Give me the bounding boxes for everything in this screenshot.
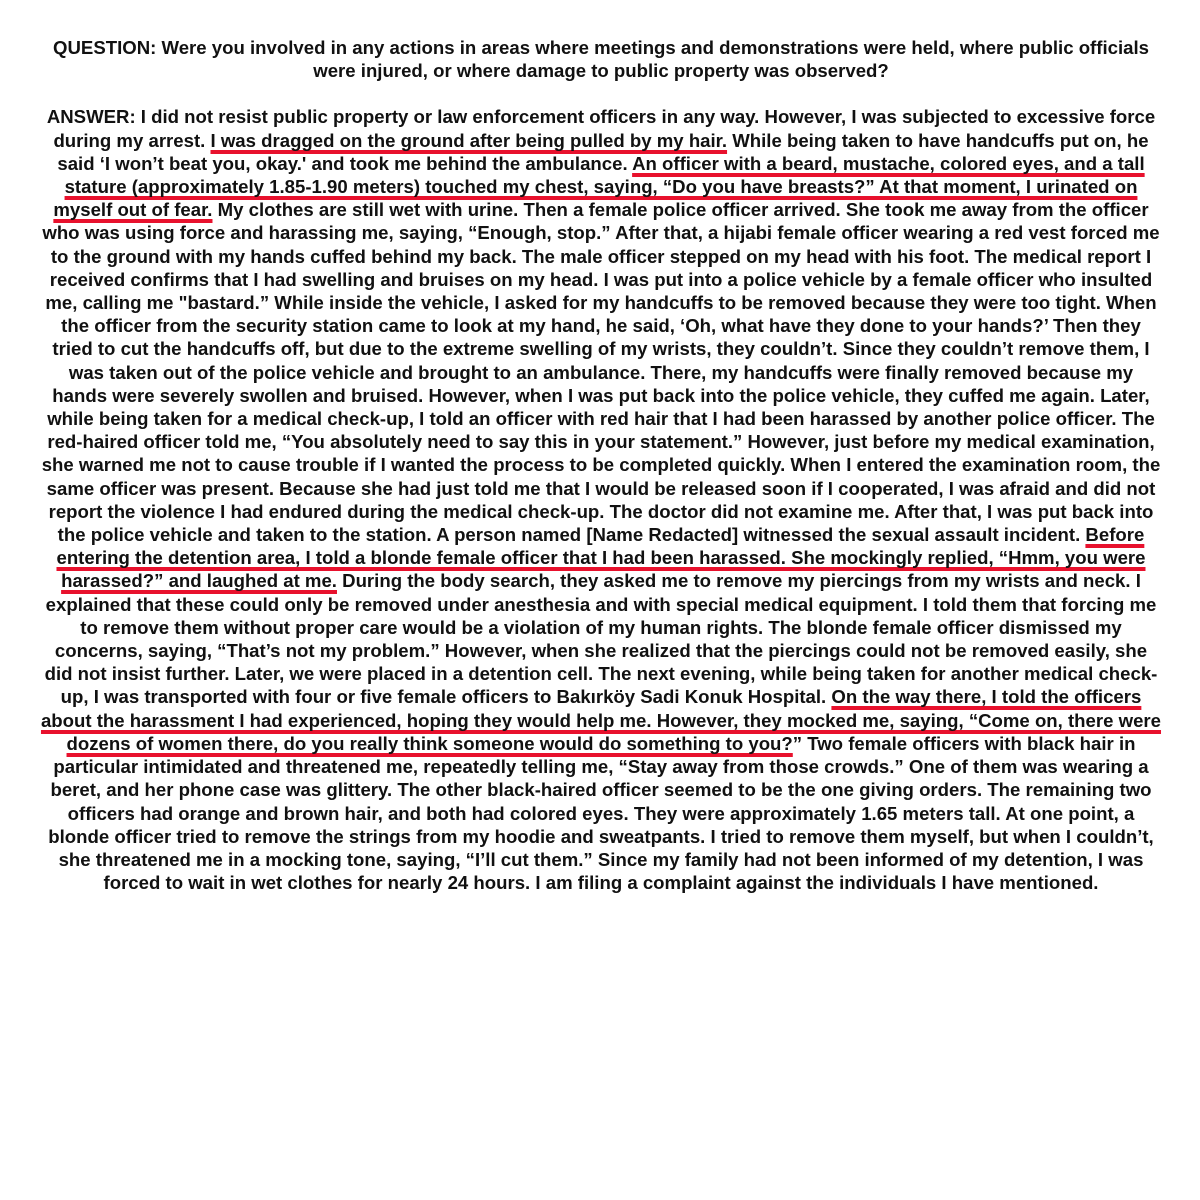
answer-segment: ANSWER: I did not resist public property or law enforcement officers in any way. However, I was subjected to excessive force during my arrest. — [46, 106, 1156, 151]
answer-segment: While being taken to have handcuffs put on, he said ‘I won’t beat you, okay.' and took me behind the ambulance. — [57, 129, 1149, 174]
highlighted-segment: On the way there, I told the officers about the harassment I had experienced, hoping they would help me. However, they mocked me, saying, “Come on, there were dozens of women there, do you really think someone would do something to you? — [40, 686, 1162, 754]
answer-paragraph — [40, 105, 1162, 894]
answer-segment: My clothes are still wet with urine. Then a female police officer arrived. She took me away from the officer who was using force and harassing me, saying, “Enough, stop.” After that, a hijabi female officer wearing a red vest forced me to the ground with my hands cuffed behind my back. The male officer stepped on my head with his foot. The medical report I received confirms that I had swelling and bruises on my head. I was put into a police vehicle by a female officer who insulted me, calling me "bastard.” While inside the vehicle, I asked for my handcuffs to be removed because they were too tight. When the officer from the security station came to look at my hand, he said, ‘Oh, what have they done to your hands?’ Then they tried to cut the handcuffs off, but due to the extreme swelling of my wrists, they couldn’t. Since they couldn’t remove them, I was taken out of the police vehicle and brought to an ambulance. There, my handcuffs were finally removed because my hands were severely swollen and bruised. However, when I was put back into the police vehicle, they cuffed me again. Later, while being taken for a medical check-up, I told an officer with red hair that I had been harassed by another police officer. The red-haired officer told me, “You absolutely need to say this in your statement.” However, just before my medical examination, she warned me not to cause trouble if I wanted the process to be completed quickly. When I entered the examination room, the same officer was present. Because she had just told me that I would be released soon if I cooperated, I was afraid and did not report the violence I had endured during the medical check-up. The doctor did not examine me. After that, I was put back into the police vehicle and taken to the station. A person named [Name Redacted] witnessed the sexual assault incident. — [41, 199, 1161, 546]
statement-document — [40, 36, 1162, 894]
answer-segment: ” Two female officers with black hair in particular intimidated and threatened me, repeatedly telling me, “Stay away from those crowds.” One of them was wearing a beret, and her phone case was glittery. The other black-haired officer seemed to be the one giving orders. The remaining two officers had orange and brown hair, and both had colored eyes. They were approximately 1.65 meters tall. At one point, a blonde officer tried to remove the strings from my hoodie and sweatpants. I tried to remove them myself, but when I couldn’t, she threatened me in a mocking tone, saying, “I’ll cut them.” Since my family had not been informed of my detention, I was forced to wait in wet clothes for nearly 24 hours. I am filing a complaint against the individuals I have mentioned. — [48, 732, 1154, 894]
highlighted-segment: Before entering the detention area, I told a blonde female officer that I had been harassed. She mockingly replied, “Hmm, you were harassed?” and laughed at me. — [56, 524, 1146, 592]
question-paragraph: QUESTION: Were you involved in any actions in areas where meetings and demonstrations were held, where public officials were injured, or where damage to public property was observed? — [53, 37, 1149, 82]
answer-segment: During the body search, they asked me to remove my piercings from my wrists and neck. I explained that these could only be removed under anesthesia and with special medical equipment. I told them that forcing me to remove them without proper care would be a violation of my human rights. The blonde female officer dismissed my concerns, saying, “That’s not my problem.” However, when she realized that the piercings could not be removed easily, she did not insist further. Later, we were placed in a detention cell. The next evening, while being taken for another medical check-up, I was transported with four or five female officers to Bakırköy Sadi Konuk Hospital. — [44, 570, 1158, 708]
highlighted-segment: An officer with a beard, mustache, colored eyes, and a tall stature (approximately 1.85-1.90 meters) touched my chest, saying, “Do you have breasts?” At that moment, I urinated on myself out of fear. — [53, 152, 1145, 221]
highlighted-segment: I was dragged on the ground after being pulled by my hair. — [210, 129, 728, 151]
